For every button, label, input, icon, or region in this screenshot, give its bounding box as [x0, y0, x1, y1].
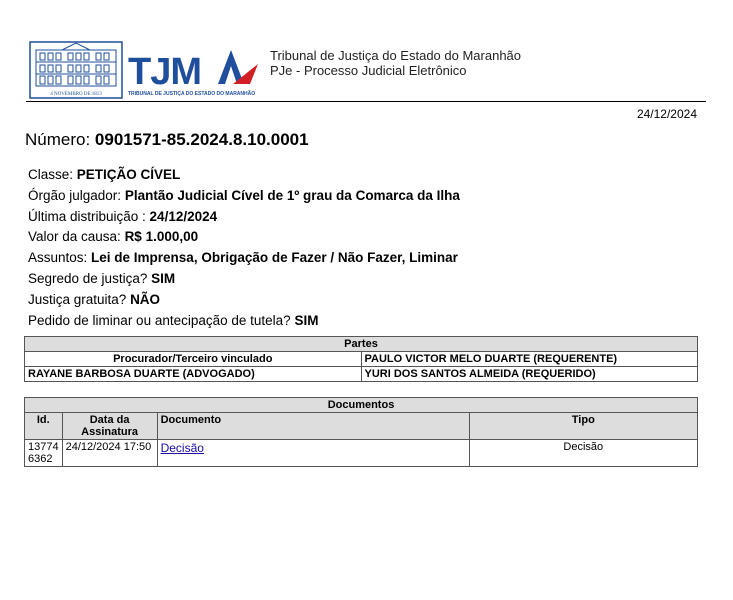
svg-text:TRIBUNAL DE JUSTIÇA DO ESTADO: TRIBUNAL DE JUSTIÇA DO ESTADO DO MARANHÃO: [128, 91, 256, 97]
meta-label: Segredo de justiça?: [28, 270, 152, 286]
col-tipo: Tipo: [469, 413, 697, 440]
col-documento: Documento: [157, 413, 469, 440]
process-number-label: Número:: [25, 130, 91, 149]
document-link[interactable]: Decisão: [160, 441, 204, 455]
partes-table: [24, 336, 698, 382]
documentos-table: [24, 397, 698, 467]
svg-text:TJM: TJM: [128, 51, 201, 93]
document-date: 24/12/2024: [636, 107, 697, 121]
meta-label: Última distribuição :: [28, 208, 150, 224]
meta-gratuita: [28, 290, 460, 311]
col-data: Data da Assinatura: [62, 413, 157, 440]
system-name: PJe - Processo Judicial Eletrônico: [270, 63, 467, 78]
partes-requerido: YURI DOS SANTOS ALMEIDA (REQUERIDO): [361, 367, 698, 382]
meta-value: R$ 1.000,00: [124, 229, 199, 245]
process-number-value: 0901571-85.2024.8.10.0001: [94, 130, 309, 149]
meta-label: Valor da causa:: [28, 229, 125, 245]
meta-label: Justiça gratuita?: [28, 291, 131, 307]
process-metadata: [28, 165, 460, 331]
doc-date: 24/12/2024 17:50: [62, 440, 157, 467]
partes-advogado: RAYANE BARBOSA DUARTE (ADVOGADO): [25, 367, 362, 382]
doc-id: 13774 6362: [25, 440, 63, 467]
partes-col-procurador: Procurador/Terceiro vinculado: [25, 352, 362, 367]
meta-label: Pedido de liminar ou antecipação de tutela?: [28, 312, 295, 328]
meta-label: Órgão julgador:: [28, 187, 125, 203]
meta-value: SIM: [294, 312, 319, 328]
meta-liminar: [28, 311, 460, 332]
meta-value: Lei de Imprensa, Obrigação de Fazer / Não Fazer, Liminar: [91, 250, 458, 266]
svg-text:4 NOVEMBRO DE 1813: 4 NOVEMBRO DE 1813: [50, 92, 102, 97]
court-names: [270, 48, 521, 78]
meta-label: Assuntos:: [28, 250, 92, 266]
meta-orgao: [28, 186, 460, 207]
header-divider: [26, 101, 706, 102]
meta-value: PETIÇÃO CÍVEL: [76, 167, 181, 182]
header: [28, 40, 708, 102]
court-name: Tribunal de Justiça do Estado do Maranhão: [270, 48, 522, 63]
meta-value: 24/12/2024: [149, 208, 218, 224]
table-row: [25, 440, 698, 467]
meta-classe: [28, 165, 460, 186]
documentos-title: Documentos: [25, 398, 698, 413]
col-id: Id.: [25, 413, 63, 440]
meta-distribuicao: [28, 207, 460, 228]
partes-requerente: PAULO VICTOR MELO DUARTE (REQUERENTE): [361, 352, 698, 367]
meta-value: SIM: [151, 270, 176, 286]
tjma-logo: [28, 40, 268, 102]
meta-label: Classe:: [28, 167, 77, 182]
meta-segredo: [28, 269, 460, 290]
meta-value: Plantão Judicial Cível de 1º grau da Comarca da Ilha: [124, 187, 460, 203]
doc-cell: [157, 440, 469, 467]
partes-title: Partes: [25, 337, 698, 352]
process-number: [25, 130, 309, 150]
meta-valor: [28, 227, 460, 248]
doc-tipo: Decisão: [469, 440, 697, 467]
meta-value: NÃO: [130, 291, 161, 307]
meta-assuntos: [28, 248, 460, 269]
